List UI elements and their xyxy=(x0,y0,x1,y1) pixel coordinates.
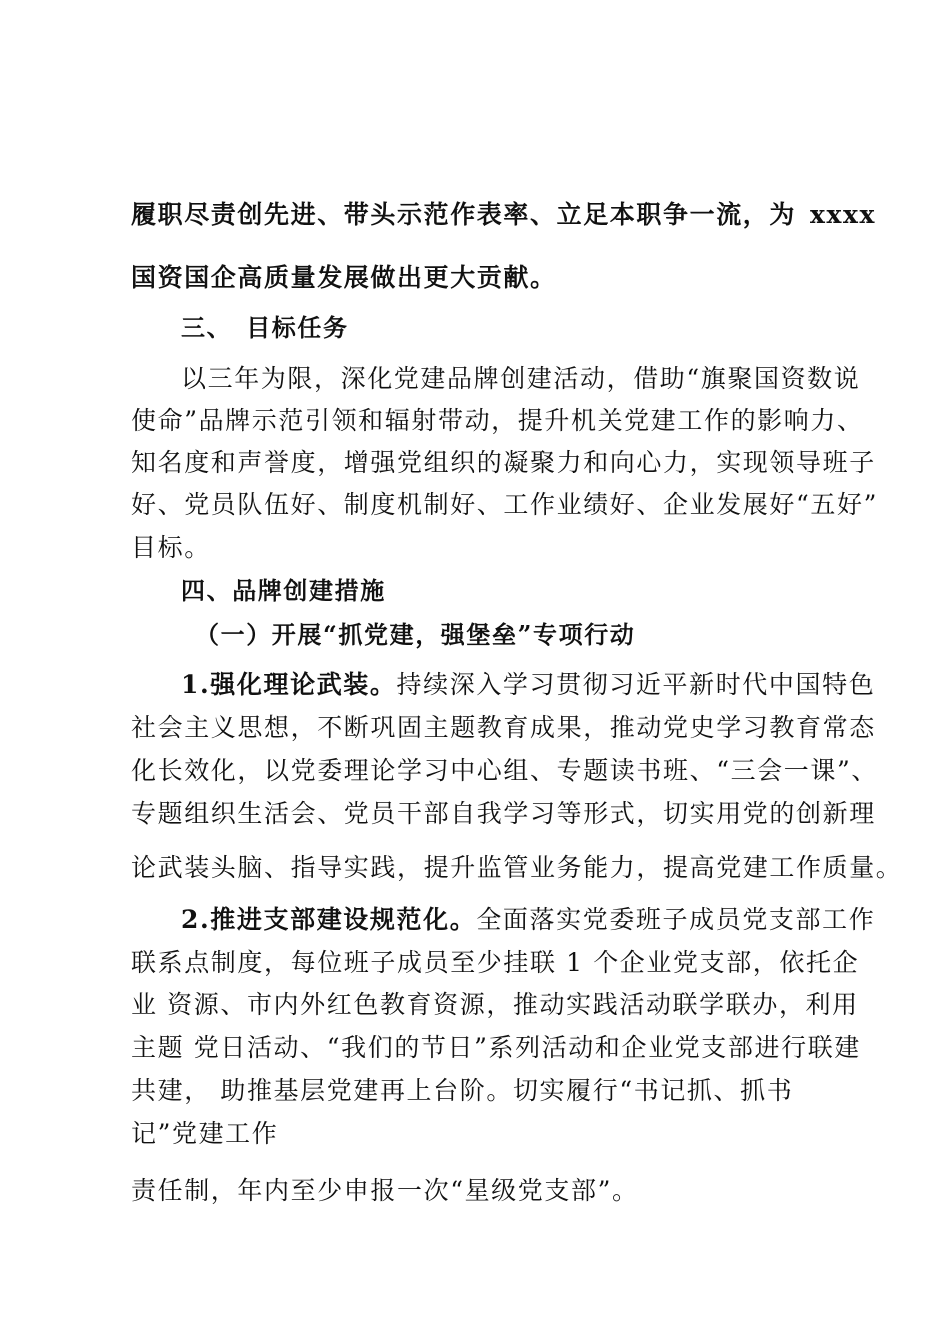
item-2-line: 记”党建工作 xyxy=(131,1119,279,1148)
item-1-line: 化长效化，以党委理论学习中心组、专题读书班、“三会一课”、 xyxy=(131,756,878,785)
item-2-line: 共建， 助推基层党建再上台阶。切实履行“书记抓、抓书 xyxy=(131,1076,794,1105)
placeholder-text: xxxx xyxy=(810,200,877,229)
section-3-heading xyxy=(181,313,349,343)
subsection-1-heading: （一）开展“抓党建，强堡垒”专项行动 xyxy=(195,620,636,649)
item-2-text: 全面落实党委班子成员党支部工作 xyxy=(476,905,876,934)
section-3-paragraph-line: 以三年为限，深化党建品牌创建活动，借助“旗聚国资数说 xyxy=(181,364,861,393)
section-3-title: 目标任务 xyxy=(246,314,349,342)
intro-text: 履职尽责创先进、带头示范作表率、立足本职争一流，为 xyxy=(131,200,797,229)
item-2-line: 主题 党日活动、“我们的节日”系列活动和企业党支部进行联建 xyxy=(131,1033,861,1062)
section-3-paragraph-line: 知名度和声誉度，增强党组织的凝聚力和向心力，实现领导班子 xyxy=(131,448,876,477)
section-3-paragraph-line: 目标。 xyxy=(131,533,211,562)
item-1-line: 社会主义思想，不断巩固主题教育成果，推动党史学习教育常态 xyxy=(131,713,876,742)
item-1-line: 专题组织生活会、党员干部自我学习等形式，切实用党的创新理 xyxy=(131,799,876,828)
item-2-line: 联系点制度，每位班子成员至少挂联 1 个企业党支部，依托企 xyxy=(131,948,860,977)
section-3-paragraph-line: 好、党员队伍好、制度机制好、工作业绩好、企业发展好“五好” xyxy=(131,490,878,519)
item-1-lead: 1.强化理论武装。 xyxy=(181,670,397,699)
item-1-line: 论武装头脑、指导实践，提升监管业务能力，提高党建工作质量。 xyxy=(131,853,903,882)
section-4-heading: 四、品牌创建措施 xyxy=(181,577,386,605)
item-2-line xyxy=(181,905,875,935)
intro-line-1 xyxy=(131,200,876,230)
section-3-paragraph-line: 使命”品牌示范引领和辐射带动，提升机关党建工作的影响力、 xyxy=(131,406,864,435)
item-1-text: 持续深入学习贯彻习近平新时代中国特色 xyxy=(396,670,876,699)
intro-line-2: 国资国企高质量发展做出更大贡献。 xyxy=(131,263,557,292)
item-2-lead: 2.推进支部建设规范化。 xyxy=(181,905,477,934)
section-3-number: 三、 xyxy=(181,314,233,342)
item-2-line: 责任制，年内至少申报一次“星级党支部”。 xyxy=(131,1176,639,1205)
item-1-line xyxy=(181,670,875,700)
item-2-line: 业 资源、市内外红色教育资源，推动实践活动联学联办，利用 xyxy=(131,990,859,1019)
